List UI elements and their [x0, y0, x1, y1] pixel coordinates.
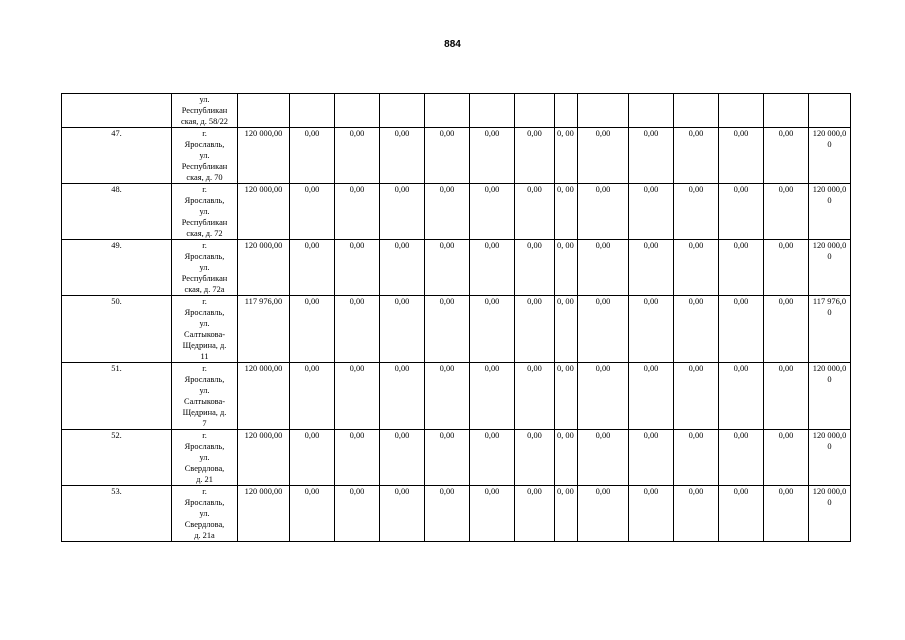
cell-value: 0,00 — [335, 486, 380, 542]
cell-value: 0,00 — [515, 486, 555, 542]
cell-value: 0,00 — [470, 486, 515, 542]
address-line: г. — [202, 241, 207, 250]
address-line: Республикан — [181, 162, 228, 171]
cell-value-narrow: 0, 00 — [555, 184, 578, 240]
cell-value: 0,00 — [515, 296, 555, 363]
cell-total-last: 120 000,00 — [809, 486, 851, 542]
cell-total-last: 120 000,00 — [809, 184, 851, 240]
cell-value: 0,00 — [764, 184, 809, 240]
cell-value: 0,00 — [380, 184, 425, 240]
cell-value: 0,00 — [470, 363, 515, 430]
cell-value: 0,00 — [290, 363, 335, 430]
cell-address — [172, 184, 238, 240]
address-line: г. — [202, 297, 207, 306]
cell-value-narrow: 0, 00 — [555, 363, 578, 430]
cell-value: 0,00 — [290, 430, 335, 486]
cell-empty — [335, 94, 380, 128]
address-line: ул. — [199, 263, 210, 272]
table-row — [62, 296, 851, 363]
cell-row-number: 48. — [62, 184, 172, 240]
cell-value: 0,00 — [290, 240, 335, 296]
address-line: Ярославль, — [184, 308, 225, 317]
cell-value: 0,00 — [380, 240, 425, 296]
address-line: Ярославль, — [184, 375, 225, 384]
cell-empty — [764, 94, 809, 128]
cell-value: 0,00 — [380, 486, 425, 542]
cell-value: 0,00 — [629, 486, 674, 542]
cell-value: 0,00 — [578, 363, 629, 430]
cell-total: 120 000,00 — [238, 486, 290, 542]
cell-row-number: 53. — [62, 486, 172, 542]
cell-value: 0,00 — [719, 184, 764, 240]
address-line: Республикан — [181, 274, 228, 283]
address-line: Ярославль, — [184, 140, 225, 149]
cell-empty — [238, 94, 290, 128]
cell-total: 120 000,00 — [238, 240, 290, 296]
cell-value: 0,00 — [674, 430, 719, 486]
cell-value: 0,00 — [719, 486, 764, 542]
cell-total: 120 000,00 — [238, 363, 290, 430]
cell-value: 0,00 — [515, 184, 555, 240]
table-row-continuation — [62, 94, 851, 128]
page-number: 884 — [444, 39, 461, 50]
cell-value: 0,00 — [674, 128, 719, 184]
cell-empty — [809, 94, 851, 128]
cell-value: 0,00 — [425, 430, 470, 486]
address-line: Ярославль, — [184, 498, 225, 507]
budget-table — [61, 93, 851, 542]
cell-empty — [515, 94, 555, 128]
address-line: 7 — [202, 419, 207, 428]
address-line: Республикан — [181, 106, 228, 115]
cell-value: 0,00 — [764, 296, 809, 363]
cell-value: 0,00 — [425, 363, 470, 430]
cell-total-last: 120 000,00 — [809, 363, 851, 430]
cell-total: 120 000,00 — [238, 184, 290, 240]
address-line: Салтыкова- — [183, 397, 226, 406]
address-line: ул. — [199, 95, 210, 104]
cell-value: 0,00 — [290, 128, 335, 184]
address-line: ул. — [199, 453, 210, 462]
cell-value: 0,00 — [764, 240, 809, 296]
cell-value: 0,00 — [380, 128, 425, 184]
address-line: ул. — [199, 509, 210, 518]
cell-value: 0,00 — [335, 184, 380, 240]
cell-value: 0,00 — [515, 240, 555, 296]
cell-value: 0,00 — [470, 240, 515, 296]
cell-value: 0,00 — [629, 240, 674, 296]
cell-total-last: 117 976,00 — [809, 296, 851, 363]
address-line: ул. — [199, 207, 210, 216]
address-line: ул. — [199, 319, 210, 328]
address-line: ская, д. 58/22 — [181, 117, 228, 126]
cell-value: 0,00 — [335, 296, 380, 363]
table-row — [62, 184, 851, 240]
cell-row-number: 49. — [62, 240, 172, 296]
address-line: Свердлова, — [184, 464, 225, 473]
address-line: Ярославль, — [184, 196, 225, 205]
cell-value-narrow: 0, 00 — [555, 430, 578, 486]
cell-row-number: 50. — [62, 296, 172, 363]
address-line: г. — [202, 487, 207, 496]
cell-value: 0,00 — [335, 240, 380, 296]
cell-empty — [674, 94, 719, 128]
cell-value: 0,00 — [719, 240, 764, 296]
cell-value: 0,00 — [629, 363, 674, 430]
cell-total-last: 120 000,00 — [809, 430, 851, 486]
cell-address — [172, 128, 238, 184]
cell-value: 0,00 — [335, 363, 380, 430]
cell-empty — [719, 94, 764, 128]
cell-address — [172, 240, 238, 296]
cell-address — [172, 430, 238, 486]
cell-value: 0,00 — [578, 240, 629, 296]
cell-value: 0,00 — [425, 240, 470, 296]
address-line: ул. — [199, 151, 210, 160]
cell-row-number: 52. — [62, 430, 172, 486]
cell-empty — [425, 94, 470, 128]
cell-empty — [290, 94, 335, 128]
cell-total: 117 976,00 — [238, 296, 290, 363]
cell-value: 0,00 — [674, 486, 719, 542]
address-line: ская, д. 72а — [184, 285, 225, 294]
cell-value: 0,00 — [629, 128, 674, 184]
cell-value: 0,00 — [470, 128, 515, 184]
address-line: ская, д. 72 — [186, 229, 223, 238]
cell-total-last: 120 000,00 — [809, 240, 851, 296]
cell-value: 0,00 — [674, 296, 719, 363]
cell-total-last: 120 000,00 — [809, 128, 851, 184]
cell-address — [172, 94, 238, 128]
cell-value: 0,00 — [470, 430, 515, 486]
cell-value: 0,00 — [380, 296, 425, 363]
cell-value: 0,00 — [578, 184, 629, 240]
cell-value: 0,00 — [290, 184, 335, 240]
cell-value: 0,00 — [719, 128, 764, 184]
table-body — [62, 94, 851, 542]
cell-value: 0,00 — [335, 128, 380, 184]
cell-value: 0,00 — [674, 184, 719, 240]
cell-value: 0,00 — [380, 430, 425, 486]
cell-empty — [578, 94, 629, 128]
cell-value: 0,00 — [470, 296, 515, 363]
cell-row-number: 51. — [62, 363, 172, 430]
table-row — [62, 430, 851, 486]
cell-value: 0,00 — [764, 430, 809, 486]
cell-value: 0,00 — [470, 184, 515, 240]
cell-value: 0,00 — [425, 296, 470, 363]
cell-value: 0,00 — [764, 128, 809, 184]
cell-value: 0,00 — [719, 430, 764, 486]
cell-value: 0,00 — [290, 296, 335, 363]
table-row — [62, 128, 851, 184]
cell-total: 120 000,00 — [238, 128, 290, 184]
address-line: Ярославль, — [184, 442, 225, 451]
cell-address — [172, 296, 238, 363]
address-line: Ярославль, — [184, 252, 225, 261]
cell-value: 0,00 — [674, 240, 719, 296]
cell-value: 0,00 — [764, 363, 809, 430]
cell-value: 0,00 — [578, 486, 629, 542]
address-line: г. — [202, 185, 207, 194]
cell-value: 0,00 — [578, 296, 629, 363]
cell-value: 0,00 — [290, 486, 335, 542]
cell-total: 120 000,00 — [238, 430, 290, 486]
cell-num — [62, 94, 172, 128]
cell-value: 0,00 — [515, 363, 555, 430]
cell-value-narrow: 0, 00 — [555, 128, 578, 184]
cell-value: 0,00 — [629, 296, 674, 363]
cell-value: 0,00 — [425, 486, 470, 542]
table-row — [62, 363, 851, 430]
table-row — [62, 240, 851, 296]
cell-value-narrow: 0, 00 — [555, 240, 578, 296]
cell-empty — [470, 94, 515, 128]
cell-value: 0,00 — [335, 430, 380, 486]
cell-value: 0,00 — [578, 128, 629, 184]
cell-empty — [629, 94, 674, 128]
address-line: г. — [202, 129, 207, 138]
cell-empty — [380, 94, 425, 128]
address-line: д. 21 — [196, 475, 213, 484]
cell-value-narrow: 0, 00 — [555, 486, 578, 542]
cell-value: 0,00 — [425, 184, 470, 240]
address-line: 11 — [200, 352, 209, 361]
cell-value-narrow: 0, 00 — [555, 296, 578, 363]
address-line: г. — [202, 431, 207, 440]
address-line: Свердлова, — [184, 520, 225, 529]
address-line: Салтыкова- — [183, 330, 226, 339]
cell-value: 0,00 — [515, 128, 555, 184]
cell-address — [172, 363, 238, 430]
cell-empty — [555, 94, 578, 128]
address-line: г. — [202, 364, 207, 373]
cell-value: 0,00 — [674, 363, 719, 430]
cell-value: 0,00 — [629, 430, 674, 486]
address-line: Щедрина, д. — [182, 408, 227, 417]
cell-value: 0,00 — [380, 363, 425, 430]
address-line: Республикан — [181, 218, 228, 227]
cell-value: 0,00 — [764, 486, 809, 542]
cell-value: 0,00 — [719, 363, 764, 430]
address-line: ул. — [199, 386, 210, 395]
cell-value: 0,00 — [425, 128, 470, 184]
cell-row-number: 47. — [62, 128, 172, 184]
cell-value: 0,00 — [629, 184, 674, 240]
address-line: ская, д. 70 — [186, 173, 223, 182]
cell-value: 0,00 — [515, 430, 555, 486]
cell-value: 0,00 — [719, 296, 764, 363]
address-line: Щедрина, д. — [182, 341, 227, 350]
cell-address — [172, 486, 238, 542]
cell-value: 0,00 — [578, 430, 629, 486]
address-line: д. 21а — [194, 531, 215, 540]
table-row — [62, 486, 851, 542]
